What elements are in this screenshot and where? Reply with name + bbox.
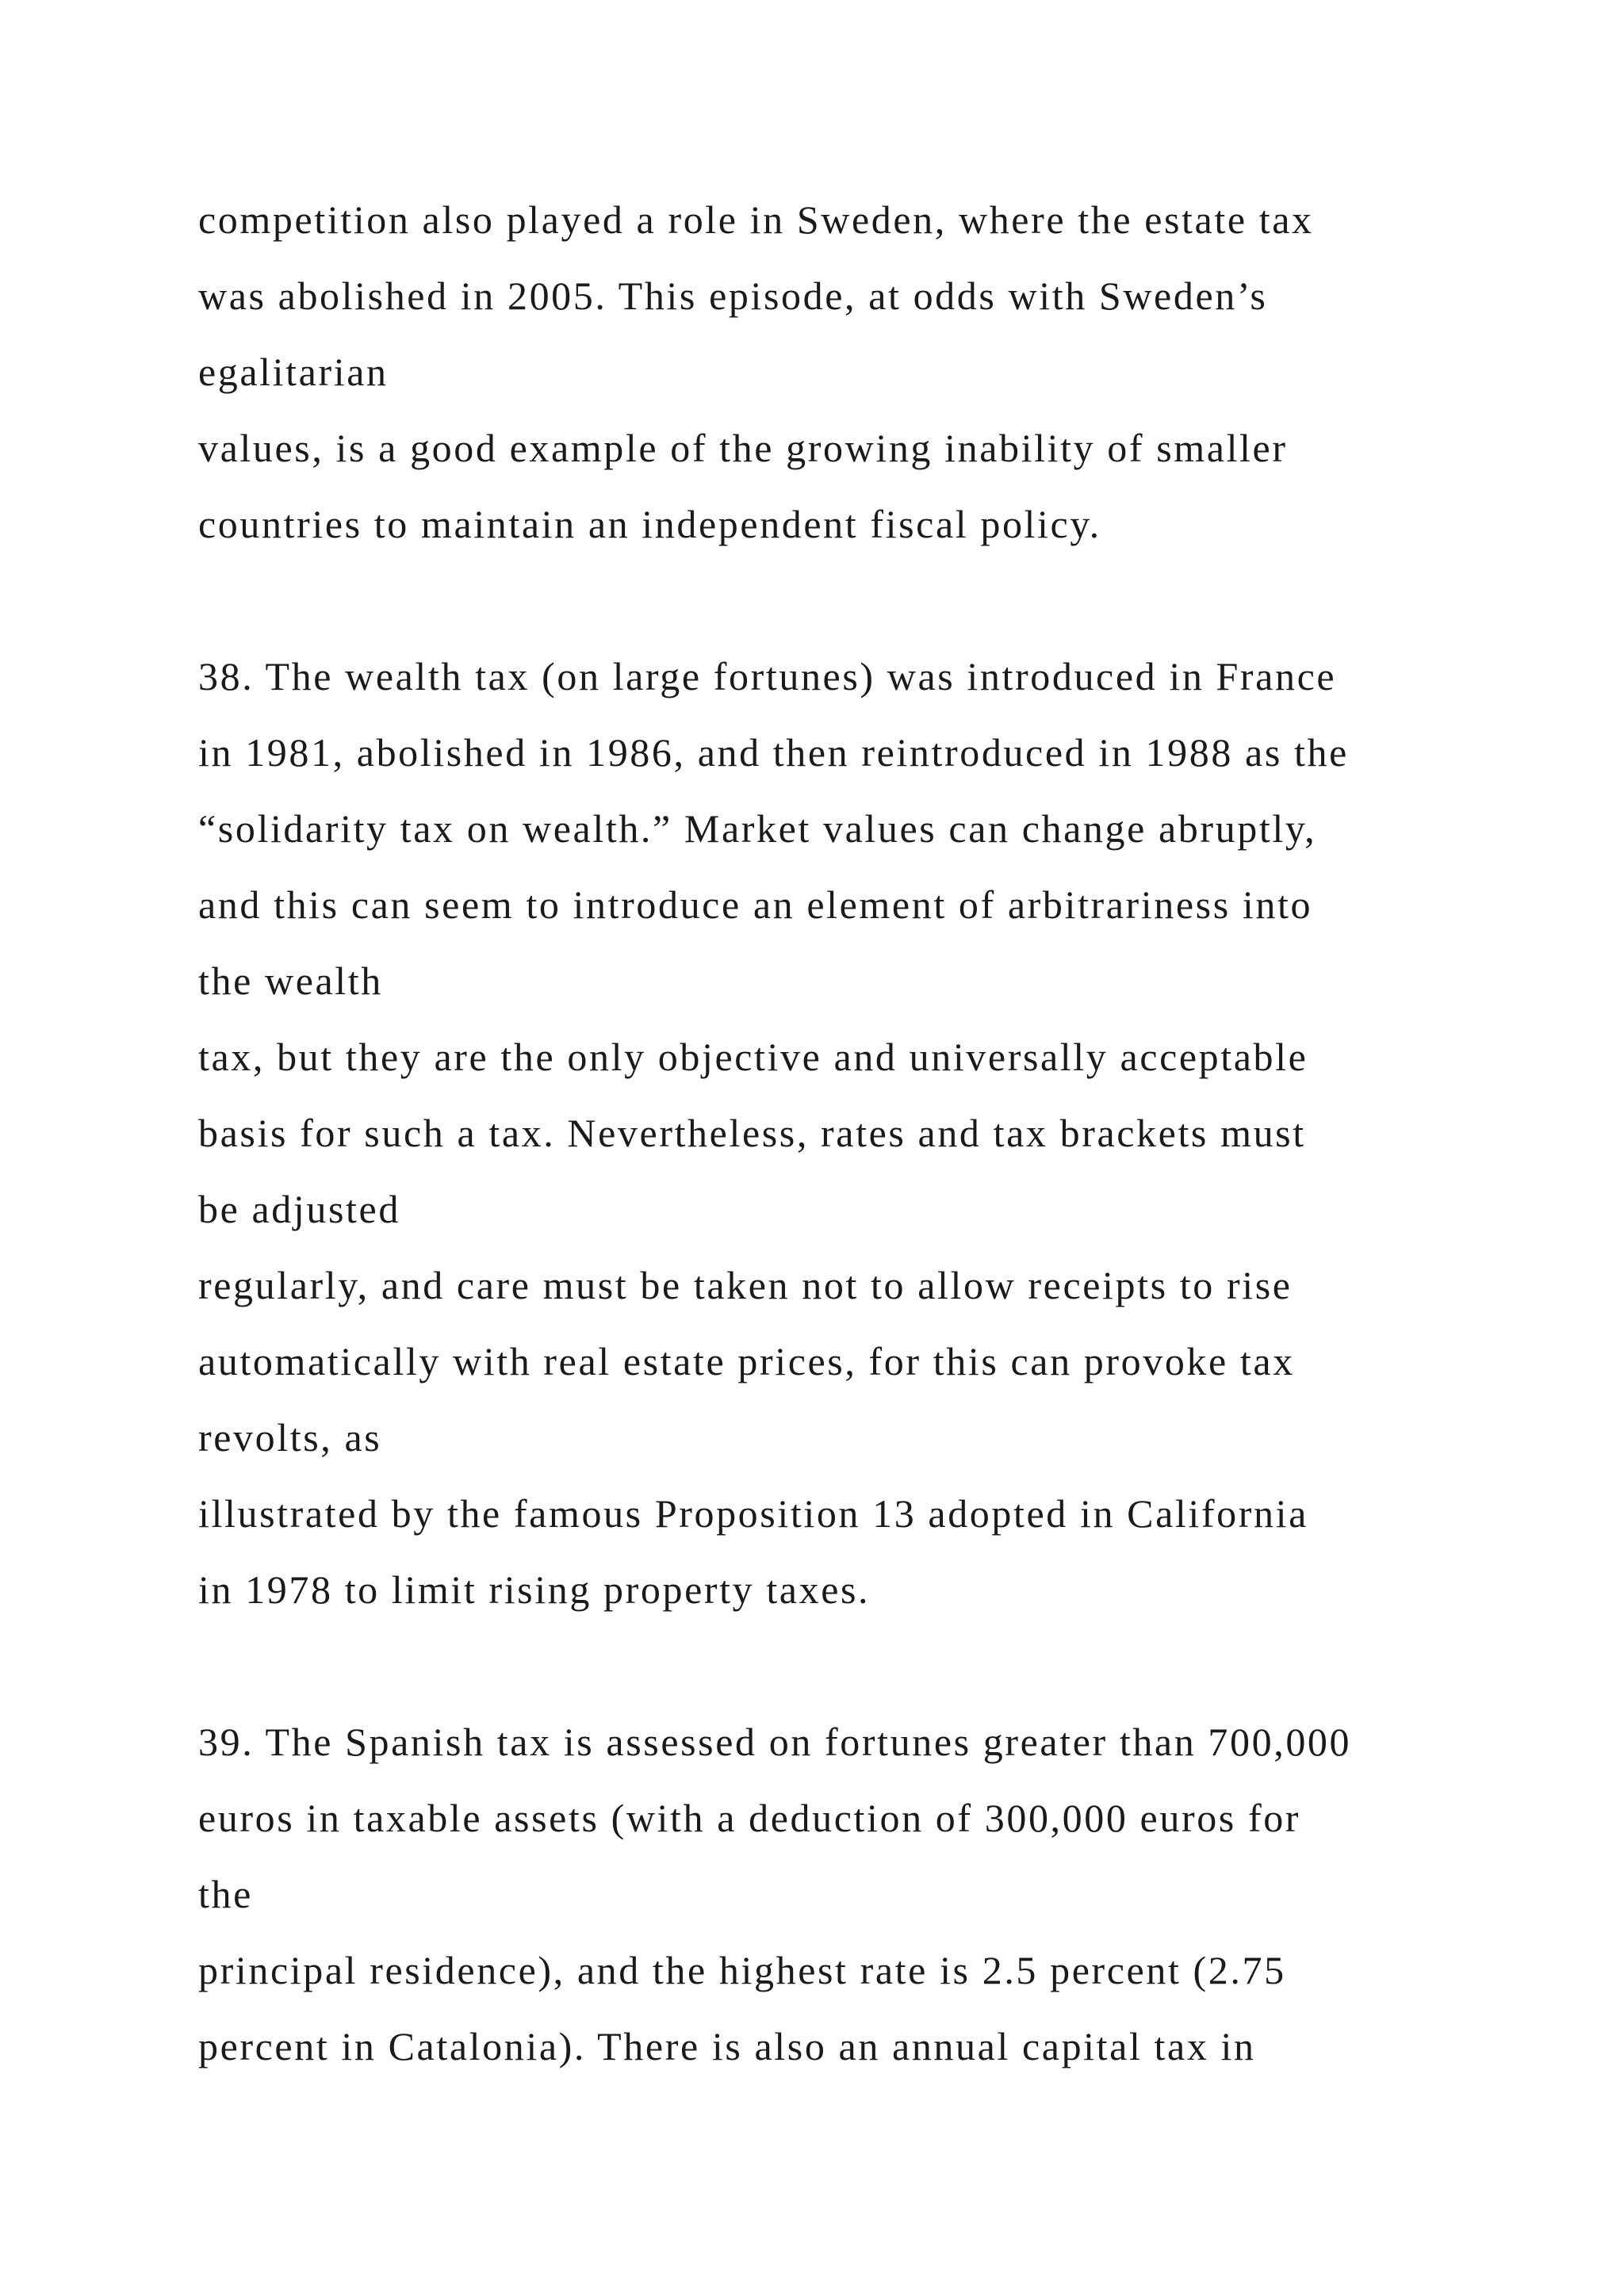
text-line: egalitarian [198,350,389,394]
text-line: percent in Catalonia). There is also an annual capital tax in [198,2024,1256,2068]
text-line: be adjusted [198,1187,400,1231]
footnote-39-line: 39. The Spanish tax is assessed on fortunes greater than 700,000 [198,1720,1352,1764]
text-line: countries to maintain an independent fiscal policy. [198,502,1101,546]
text-line: values, is a good example of the growing inability of smaller [198,426,1288,470]
text-line: basis for such a tax. Nevertheless, rates and tax brackets must [198,1111,1306,1155]
text-line: revolts, as [198,1415,382,1460]
text-line: principal residence), and the highest rate is 2.5 percent (2.75 [198,1948,1286,1992]
text-line: in 1978 to limit rising property taxes. [198,1567,871,1612]
text-line: euros in taxable assets (with a deduction of 300,000 euros for [198,1796,1301,1840]
text-line: was abolished in 2005. This episode, at odds with Sweden’s [198,274,1268,318]
footnote-38-line: 38. The wealth tax (on large fortunes) was introduced in France [198,654,1337,698]
text-line: the wealth [198,959,383,1003]
text-line: regularly, and care must be taken not to allow receipts to rise [198,1263,1293,1307]
text-line: competition also played a role in Sweden, where the estate tax [198,197,1314,242]
text-line: in 1981, abolished in 1986, and then reintroduced in 1988 as the [198,730,1349,775]
text-line: and this can seem to introduce an element of arbitrariness into [198,882,1313,927]
text-line: “solidarity tax on wealth.” Market values can change abruptly, [198,806,1317,851]
text-line: automatically with real estate prices, for this can provoke tax [198,1339,1295,1383]
text-line: the [198,1872,253,1916]
text-line: tax, but they are the only objective and universally acceptable [198,1035,1308,1079]
text-line: illustrated by the famous Proposition 13 adopted in California [198,1491,1308,1536]
